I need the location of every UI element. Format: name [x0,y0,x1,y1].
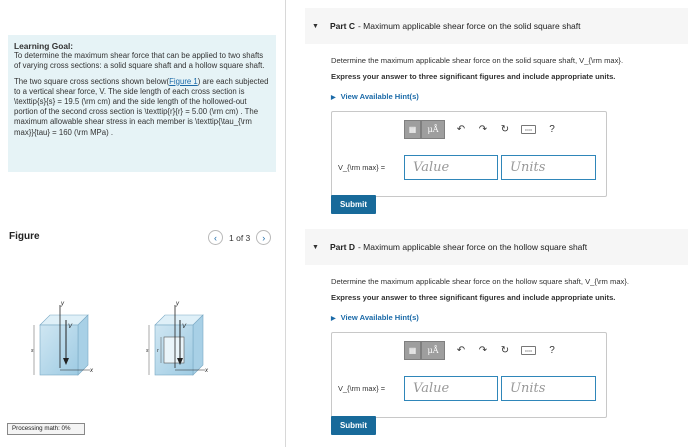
part-c-format-group [404,120,445,139]
part-c-hint-link[interactable] [331,92,419,101]
solid-s-label: s [31,348,34,354]
part-d-answer-box [331,332,607,418]
part-d-submit-button[interactable]: Submit [331,416,376,435]
part-c-letter: Part C [329,21,355,31]
part-c-units-input[interactable]: Units [501,155,596,180]
part-d-hint-link[interactable] [331,313,419,322]
part-d-value-input[interactable]: Value [404,376,498,401]
hollow-x-label: x [205,368,208,374]
figure-title: Figure [9,231,40,242]
part-c-description: Determine the maximum applicable shear force on the solid square shaft, V_{\rm max}. [331,56,624,65]
chevron-left-icon[interactable]: ‹ [208,230,223,245]
hollow-s-label: s [146,348,149,354]
part-c-value-input[interactable]: Value [404,155,498,180]
part-d-units-input[interactable]: Units [501,376,596,401]
figure-pager [208,230,271,245]
problem-suffix: ) are each subjected to a vertical shear force, V. The side length of each cross section is \texttip{s}{s} = 19.5 (\rm cm) and the side length of the hollowed-out portion of the second cross section is \texttip{r}{r} = 5.00 (\rm cm) . The maximum allowable shear stress in each member is \texttip{\tau_{\rm max}}{tau} = 160 (\rm MPa) . [14,76,269,137]
redo-icon[interactable]: ↷ [478,345,488,356]
keyboard-icon[interactable]: ▭▭ [521,346,536,355]
figure-1-link[interactable]: Figure 1 [169,76,198,86]
cross-sections-figure [30,300,230,390]
undo-icon[interactable]: ↶ [456,345,466,356]
part-d-variable-label: V_{\rm max} = [338,384,386,393]
collapse-triangle-icon[interactable]: ▼ [312,243,319,251]
caret-right-icon: ▶ [331,95,336,101]
part-c-submit-button[interactable]: Submit [331,195,376,214]
part-c-header[interactable] [305,8,688,44]
learning-goal-title: Learning Goal: [14,41,74,51]
part-c-input-row [338,155,599,180]
hollow-v-label: V [182,324,187,330]
chevron-right-icon[interactable]: › [256,230,271,245]
solid-v-label: V [68,324,73,330]
learning-goal-panel [8,35,276,172]
help-icon[interactable]: ? [549,124,555,135]
part-d-description: Determine the maximum applicable shear force on the hollow square shaft, V_{\rm max}. [331,277,629,286]
part-d-title: - Maximum applicable shear force on the hollow square shaft [357,242,588,252]
reset-icon[interactable]: ↻ [500,124,510,135]
solid-x-label: x [90,368,93,374]
units-icon[interactable]: μÅ [421,341,445,360]
undo-icon[interactable]: ↶ [456,124,466,135]
panel-divider [285,0,286,447]
units-icon[interactable]: μÅ [421,120,445,139]
caret-right-icon: ▶ [331,316,336,322]
hollow-shaft-drawing [149,305,205,375]
solid-shaft-drawing [34,305,90,375]
part-d-hint-label: View Available Hint(s) [340,313,419,322]
part-c-instruction: Express your answer to three significant figures and include appropriate units. [331,72,616,81]
part-c-answer-box [331,111,607,197]
learning-goal-text: To determine the maximum shear force that can be applied to two shafts of varying cross sections: a solid square shaft and a hollow square shaft. [14,51,265,71]
part-d-format-group [404,341,445,360]
part-c-title: - Maximum applicable shear force on the solid square shaft [357,21,581,31]
help-icon[interactable]: ? [549,345,555,356]
part-d-letter: Part D [329,242,355,252]
templates-icon[interactable]: ▦ [404,120,421,139]
hollow-r-label: r [157,348,159,354]
hollow-y-label: y [176,301,179,307]
part-d-input-row [338,376,599,401]
part-d-instruction: Express your answer to three significant figures and include appropriate units. [331,293,616,302]
templates-icon[interactable]: ▦ [404,341,421,360]
solid-y-label: y [61,301,64,307]
problem-prefix: The two square cross sections shown below( [14,76,170,86]
part-c-hint-label: View Available Hint(s) [340,92,419,101]
part-c-variable-label: V_{\rm max} = [338,163,386,172]
part-d-toolbar [404,341,558,360]
problem-statement [14,77,270,138]
part-c-toolbar [404,120,558,139]
collapse-triangle-icon[interactable]: ▼ [312,22,319,30]
processing-math-status: Processing math: 0% [7,423,85,435]
redo-icon[interactable]: ↷ [478,124,488,135]
keyboard-icon[interactable]: ▭▭ [521,125,536,134]
figure-page-count: 1 of 3 [229,232,251,243]
reset-icon[interactable]: ↻ [500,345,510,356]
part-d-header[interactable] [305,229,688,265]
